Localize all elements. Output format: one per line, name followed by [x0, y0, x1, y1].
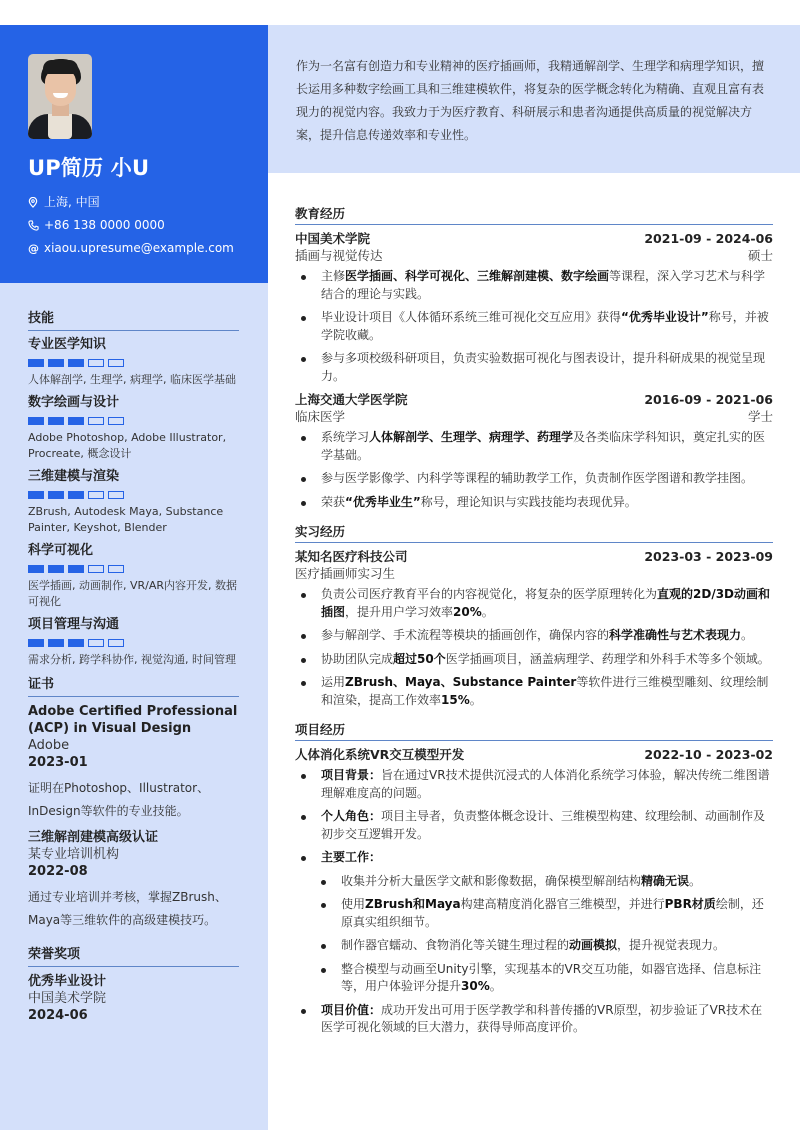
honor-org: 中国美术学院 — [28, 991, 107, 1006]
text: 运用 — [321, 675, 346, 689]
level-segment — [28, 565, 44, 573]
projects-title: 项目经历 — [295, 721, 773, 741]
bullet-list — [295, 767, 773, 1037]
text: 。 — [741, 628, 754, 642]
internship-entry — [295, 548, 773, 709]
education-title: 教育经历 — [295, 205, 773, 225]
entry-subheader — [295, 408, 773, 425]
job-role: 医疗插画师实习生 — [295, 566, 396, 581]
school-name: 中国美术学院 — [295, 231, 371, 246]
main-content — [295, 205, 773, 1049]
text: ，提升用户学习效率 — [345, 604, 454, 619]
level-segment — [28, 491, 44, 499]
level-segment — [28, 359, 44, 367]
level-segment — [48, 359, 64, 367]
text: 负责公司医疗教育平台的内容视觉化，将复杂的医学原理转化为 — [321, 587, 658, 601]
bold-text: “优秀毕业生” — [345, 494, 421, 509]
text: 参与解剖学、手术流程等模块的插画创作，确保内容的 — [321, 628, 610, 642]
bullet-item — [295, 1002, 773, 1037]
summary-panel — [268, 25, 800, 173]
certificate-name: Adobe Certified Professional (ACP) in Visual Design — [28, 704, 238, 736]
resume-page — [0, 25, 800, 1130]
level-segment — [48, 417, 64, 425]
certificates-section — [28, 676, 239, 932]
bold-text: 30% — [461, 979, 490, 993]
bold-text: “优秀毕业设计” — [621, 310, 709, 324]
level-segment — [88, 359, 104, 367]
bold-text: 个人角色： — [321, 809, 382, 823]
profile-name: UP简历 小U — [28, 156, 150, 180]
skill-item — [28, 393, 239, 463]
skill-level-bar — [28, 565, 239, 573]
bullet-list — [295, 429, 773, 511]
skill-level-bar — [28, 359, 239, 367]
project-name: 人体消化系统VR交互模型开发 — [295, 747, 465, 762]
bold-text: 15% — [441, 692, 470, 707]
education-entry — [295, 230, 773, 385]
bullet-item — [295, 429, 773, 464]
major: 临床医学 — [295, 409, 346, 424]
project-entry — [295, 746, 773, 1037]
education-section — [295, 205, 773, 511]
bullet-item — [295, 651, 773, 669]
text: 主修 — [321, 269, 346, 283]
date-range: 2021-09 - 2024-06 — [644, 231, 773, 246]
certificate-date: 2023-01 — [28, 755, 88, 770]
contact-list — [28, 191, 240, 260]
text: 制作器官蠕动、食物消化等关键生理过程的 — [341, 938, 570, 952]
bold-text: 直观的2D/3D动画和插图 — [321, 587, 771, 619]
bold-text: 科学准确性与艺术表现力 — [609, 628, 742, 642]
certificate-issuer: 某专业培训机构 — [28, 847, 120, 862]
internship-title: 实习经历 — [295, 523, 773, 543]
bullet-item — [315, 961, 773, 996]
entry-header — [295, 746, 773, 763]
skill-item — [28, 541, 239, 611]
text: 称号，并被学院收藏。 — [321, 310, 769, 342]
bullet-list — [295, 586, 773, 709]
honors-title: 荣誉奖项 — [28, 946, 239, 967]
text: 。 — [481, 604, 494, 619]
text: 收集并分析大量医学文献和影像数据，确保模型解剖结构 — [341, 873, 642, 888]
certificate-date: 2022-08 — [28, 864, 88, 879]
bold-text: ZBrush和Maya — [365, 897, 461, 911]
level-segment — [88, 491, 104, 499]
skill-name: 三维建模与渲染 — [28, 468, 120, 484]
text: 构建高精度消化器官三维模型，并进行 — [460, 897, 665, 911]
level-segment — [28, 417, 44, 425]
bullet-item — [295, 586, 773, 621]
text: 参与医学影像学、内科学等课程的辅助教学工作，负责制作医学图谱和教学挂图。 — [321, 471, 754, 485]
honor-name: 优秀毕业设计 — [28, 974, 107, 989]
bullet-item — [295, 494, 773, 512]
text: 及各类临床学科知识，奠定扎实的医学基础。 — [321, 430, 766, 462]
bullet-item — [315, 937, 773, 955]
skill-desc: Adobe Photoshop, Adobe Illustrator, Procreate, 概念设计 — [28, 430, 227, 460]
text: 旨在通过VR技术提供沉浸式的人体消化系统学习体验，解决传统二维图谱理解难度高的问题。 — [321, 768, 770, 800]
text: 等软件进行三维模型雕刻、纹理绘制和渲染，提高工作效率 — [321, 675, 769, 707]
skill-level-bar — [28, 417, 239, 425]
bold-text: 精确无误 — [641, 873, 690, 888]
bold-text: 主要工作： — [321, 850, 382, 864]
level-segment — [108, 565, 124, 573]
bold-text: 动画模拟 — [569, 938, 618, 952]
level-segment — [88, 639, 104, 647]
text: 使用 — [341, 897, 366, 911]
contact-email[interactable] — [28, 237, 240, 260]
skill-level-bar — [28, 639, 239, 647]
text: 。 — [469, 692, 482, 707]
bullet-item — [295, 470, 773, 488]
bullet-item — [295, 808, 773, 843]
date-range: 2016-09 - 2021-06 — [644, 392, 773, 407]
skill-item — [28, 335, 239, 389]
degree: 硕士 — [747, 248, 773, 263]
education-entry — [295, 391, 773, 511]
certificate-item — [28, 829, 239, 932]
bold-text: 项目价值： — [321, 1002, 382, 1017]
level-segment — [68, 417, 84, 425]
major: 插画与视觉传达 — [295, 248, 383, 263]
entry-subheader — [295, 565, 773, 582]
honors-section — [28, 946, 239, 1024]
level-segment — [68, 491, 84, 499]
sidebar — [0, 25, 268, 1130]
bullet-item — [315, 873, 773, 891]
internship-section — [295, 523, 773, 709]
certificates-title: 证书 — [28, 676, 239, 697]
entry-subheader — [295, 247, 773, 264]
skill-level-bar — [28, 491, 239, 499]
skill-desc: 人体解剖学, 生理学, 病理学, 临床医学基础 — [28, 373, 236, 386]
text: 绘制，还原真实组织细节。 — [341, 897, 764, 929]
school-name: 上海交通大学医学院 — [295, 392, 408, 407]
text: 参与多项校级科研项目，负责实验数据可视化与图表设计，提升科研成果的视觉呈现力。 — [321, 351, 766, 383]
bullet-list — [295, 268, 773, 385]
level-segment — [108, 639, 124, 647]
sidebar-body — [28, 310, 239, 1024]
level-segment — [108, 491, 124, 499]
bullet-item — [295, 268, 773, 303]
contact-phone[interactable] — [28, 214, 240, 237]
bold-text: PBR材质 — [664, 897, 716, 911]
text: 成功开发出可用于医学教学和科普传播的VR原型，初步验证了VR技术在医学可视化领域的巨大潜力，获得导师高度评价。 — [321, 1002, 763, 1034]
location-text: 上海, 中国 — [44, 195, 100, 209]
bold-text: 人体解剖学、生理学、病理学、药理学 — [369, 430, 574, 444]
text: 。 — [689, 873, 702, 888]
profile-header — [0, 25, 268, 283]
bullet-item — [295, 350, 773, 385]
skills-title: 技能 — [28, 310, 239, 331]
text: 项目主导者，负责整体概念设计、三维模型构建、纹理绘制、动画制作及初步交互逻辑开发。 — [321, 809, 766, 841]
skill-desc: 需求分析, 跨学科协作, 视觉沟通, 时间管理 — [28, 652, 236, 666]
email-text: xiaou.upresume@example.com — [44, 241, 234, 255]
text: 医学插画项目，涵盖病理学、药理学和外科手术等多个领域。 — [445, 651, 770, 666]
avatar — [28, 54, 92, 139]
skill-name: 数字绘画与设计 — [28, 394, 120, 410]
bullet-item — [295, 674, 773, 709]
phone-text: +86 138 0000 0000 — [44, 218, 165, 232]
bold-text: 项目背景： — [321, 768, 382, 782]
text: 系统学习 — [321, 430, 370, 444]
skill-item — [28, 467, 239, 537]
certificate-name: 三维解剖建模高级认证 — [28, 830, 159, 845]
entry-header — [295, 548, 773, 565]
honor-item — [28, 973, 239, 1024]
at-sign-icon: @ — [28, 242, 39, 255]
skills-section — [28, 310, 239, 668]
map-pin-icon — [28, 197, 44, 208]
bullet-item — [295, 767, 773, 802]
projects-section — [295, 721, 773, 1037]
bullet-item — [295, 627, 773, 645]
summary-text: 作为一名富有创造力和专业精神的医疗插画师，我精通解剖学、生理学和病理学知识，擅长运用多种数字绘画工具和三维建模软件，将复杂的医学概念转化为精确、直观且富有表现力的视觉内容。我致力于为医疗教育、科研展示和患者沟通提供高质量的视觉解决方案，提升信息传递效率和专业性。 — [296, 59, 765, 142]
skill-name: 专业医学知识 — [28, 337, 107, 352]
level-segment — [108, 359, 124, 367]
text: 协助团队完成 — [321, 651, 394, 666]
level-segment — [48, 639, 64, 647]
text: 。 — [489, 979, 502, 993]
contact-location — [28, 191, 240, 214]
skill-item — [28, 615, 239, 669]
level-segment — [48, 565, 64, 573]
certificate-issuer: Adobe — [28, 738, 70, 753]
text: 称号，理论知识与实践技能均表现优异。 — [420, 494, 637, 509]
skill-desc: ZBrush, Autodesk Maya, Substance Painter, Keyshot, Blender — [28, 504, 224, 534]
bold-text: 医学插画、科学可视化、三维解剖建模、数字绘画 — [345, 269, 610, 283]
company-name: 某知名医疗科技公司 — [295, 549, 408, 564]
entry-header — [295, 391, 773, 408]
date-range: 2023-03 - 2023-09 — [644, 549, 773, 564]
level-segment — [68, 359, 84, 367]
level-segment — [48, 491, 64, 499]
level-segment — [28, 639, 44, 647]
bold-text: ZBrush、Maya、Substance Painter — [345, 675, 577, 689]
bullet-item — [315, 896, 773, 931]
skill-name: 科学可视化 — [28, 542, 94, 558]
entry-header — [295, 230, 773, 247]
level-segment — [68, 565, 84, 573]
degree: 学士 — [747, 409, 773, 424]
text: 毕业设计项目《人体循环系统三维可视化交互应用》获得 — [321, 310, 622, 324]
text: 等课程，深入学习艺术与科学结合的理论与实践。 — [321, 269, 766, 301]
skill-desc: 医学插画, 动画制作, VR/AR内容开发, 数据可视化 — [28, 578, 238, 608]
skill-name: 项目管理与沟通 — [28, 616, 120, 632]
certificate-desc: 通过专业培训并考核，掌握ZBrush、Maya等三维软件的高级建模技巧。 — [28, 890, 227, 927]
level-segment — [68, 639, 84, 647]
text: 荣获 — [321, 494, 346, 509]
level-segment — [88, 565, 104, 573]
honor-date: 2024-06 — [28, 1008, 88, 1023]
sub-bullet-list — [315, 873, 773, 996]
level-segment — [88, 417, 104, 425]
text: 整合模型与动画至Unity引擎，实现基本的VR交互功能，如器官选择、信息标注等，用户体验评分提升 — [341, 961, 762, 993]
bold-text: 超过50个 — [393, 651, 446, 666]
bullet-item — [295, 849, 773, 996]
phone-icon — [28, 220, 44, 231]
certificate-item — [28, 703, 239, 823]
level-segment — [108, 417, 124, 425]
date-range: 2022-10 - 2023-02 — [644, 747, 773, 762]
certificate-desc: 证明在Photoshop、Illustrator、InDesign等软件的专业技能。 — [28, 781, 210, 818]
text: ，提升视觉表现力。 — [617, 938, 726, 952]
bullet-item — [295, 309, 773, 344]
bold-text: 20% — [453, 604, 482, 619]
